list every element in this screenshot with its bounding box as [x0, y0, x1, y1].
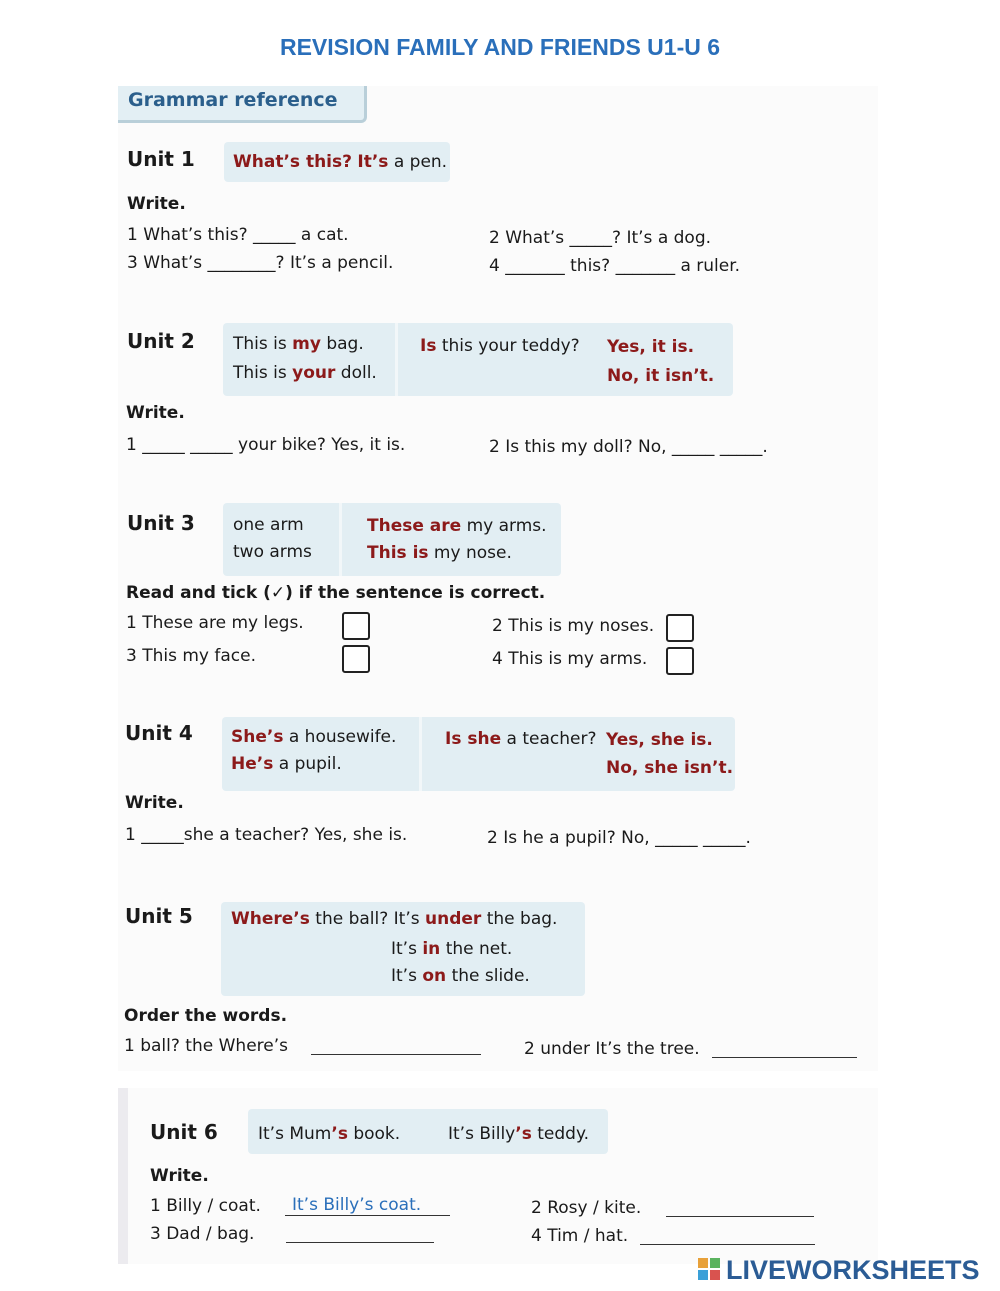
unit3-item-1: 1 These are my legs.: [126, 613, 304, 633]
unit4-item-1: 1 _____she a teacher? Yes, she is.: [125, 825, 408, 845]
unit1-item-1: 1 What’s this? _____ a cat.: [127, 225, 349, 245]
unit2-box-line1: [233, 334, 364, 354]
unit4-qb: a teacher?: [506, 729, 597, 749]
unit5-a2a: It’s: [391, 939, 417, 959]
unit2-item-2: 2 Is this my doll? No, _____ _____.: [489, 437, 768, 457]
unit1-box-answer: It’s: [357, 152, 389, 172]
unit2-label: Unit 2: [127, 329, 195, 353]
page-title: REVISION FAMILY AND FRIENDS U1-U 6: [279, 34, 721, 60]
unit2-q1: Is: [420, 336, 437, 356]
unit2-q2: this your teddy?: [441, 336, 580, 356]
unit5-item-2: 2 under It’s the tree.: [524, 1039, 700, 1059]
unit5-qb: the ball?: [315, 909, 389, 929]
unit1-item-3: 3 What’s ________? It’s a pencil.: [127, 253, 394, 273]
unit1-label: Unit 1: [127, 147, 195, 171]
unit3-r2b: my nose.: [433, 543, 512, 563]
unit2-box-divider: [395, 323, 398, 396]
unit5-a3b: on: [422, 966, 447, 986]
unit5-label: Unit 5: [125, 904, 193, 928]
unit6-b2: ’s: [515, 1124, 532, 1144]
unit5-box-line2: [391, 939, 512, 959]
unit4-label: Unit 4: [125, 721, 193, 745]
unit5-a1c: the bag.: [486, 909, 558, 929]
liveworksheets-logo-icon: [698, 1258, 722, 1282]
unit2-item-1: 1 _____ _____ your bike? Yes, it is.: [126, 435, 406, 455]
unit5-answer-line-2[interactable]: [712, 1057, 857, 1058]
unit6-instruction: Write.: [150, 1166, 209, 1186]
unit4-box-line1: [231, 727, 396, 747]
unit3-r2a: This is: [367, 543, 429, 563]
unit2-l2a: This is: [233, 363, 287, 383]
unit4-qa: Is she: [445, 729, 502, 749]
unit2-box-no: No, it isn’t.: [607, 366, 715, 386]
unit3-checkbox-1[interactable]: [342, 612, 370, 640]
unit2-l1b: my: [292, 334, 321, 354]
unit6-a1: It’s Mum: [258, 1124, 332, 1144]
unit5-item-1: 1 ball? the Where’s: [124, 1036, 288, 1056]
unit5-a3c: the slide.: [451, 966, 530, 986]
unit1-box-text: [233, 152, 447, 172]
unit2-l1a: This is: [233, 334, 287, 354]
unit3-box-divider: [339, 503, 342, 576]
unit2-box-yes: Yes, it is.: [607, 337, 695, 357]
unit5-a1a: It’s: [393, 909, 420, 929]
unit1-item-4: 4 _______ this? _______ a ruler.: [489, 256, 741, 276]
unit2-l1c: bag.: [326, 334, 364, 354]
unit5-a2c: the net.: [445, 939, 513, 959]
unit6-example-answer: It’s Billy’s coat.: [292, 1195, 422, 1215]
unit5-a1b: under: [425, 909, 482, 929]
unit3-label: Unit 3: [127, 511, 195, 535]
unit6-answer-line-4[interactable]: [640, 1244, 815, 1245]
unit3-item-3: 3 This my face.: [126, 646, 256, 666]
unit5-box-line3: [391, 966, 530, 986]
unit4-box-question: [445, 729, 597, 749]
unit4-l1b: a housewife.: [288, 727, 397, 747]
unit6-answer-line-3[interactable]: [286, 1242, 434, 1243]
liveworksheets-logo[interactable]: LIVEWORKSHEETS: [726, 1255, 980, 1285]
unit6-b1: It’s Billy: [448, 1124, 516, 1144]
unit2-box-question: [420, 336, 580, 356]
unit3-grammar-box: [223, 503, 561, 576]
unit4-box-line2: [231, 754, 342, 774]
unit5-a3a: It’s: [391, 966, 417, 986]
unit4-box-no: No, she isn’t.: [606, 758, 734, 778]
unit3-box-two-arms: two arms: [233, 542, 312, 562]
unit5-qa: Where’s: [231, 909, 310, 929]
unit6-item-1: 1 Billy / coat.: [150, 1196, 261, 1216]
unit2-l2b: your: [292, 363, 336, 383]
unit6-item-3: 3 Dad / bag.: [150, 1224, 255, 1244]
unit6-box-mum: [258, 1124, 400, 1144]
unit4-l2b: a pupil.: [278, 754, 342, 774]
unit6-b3: teddy.: [537, 1124, 589, 1144]
unit6-side-bar: [118, 1088, 128, 1264]
unit1-box-rest: a pen.: [393, 152, 448, 172]
unit5-answer-line-1[interactable]: [311, 1054, 481, 1055]
unit2-box-line2: [233, 363, 377, 383]
unit4-l2a: He’s: [231, 754, 274, 774]
unit6-label: Unit 6: [150, 1120, 218, 1144]
unit3-item-2: 2 This is my noses.: [492, 616, 655, 636]
unit3-checkbox-4[interactable]: [666, 647, 694, 675]
unit6-answer-line-2[interactable]: [666, 1216, 814, 1217]
unit3-box-one-arm: one arm: [233, 515, 304, 535]
unit4-box-divider: [419, 717, 422, 791]
unit6-item-2: 2 Rosy / kite.: [531, 1198, 642, 1218]
unit3-checkbox-3[interactable]: [342, 645, 370, 673]
unit4-instruction: Write.: [125, 793, 184, 813]
unit5-box-line1: [231, 909, 557, 929]
unit3-instruction: Read and tick (✓) if the sentence is correct.: [126, 583, 546, 603]
unit6-item-4: 4 Tim / hat.: [531, 1226, 629, 1246]
unit1-item-2: 2 What’s _____? It’s a dog.: [489, 228, 712, 248]
unit3-r1a: These are: [367, 516, 462, 536]
unit5-a2b: in: [422, 939, 441, 959]
unit6-a3: book.: [353, 1124, 401, 1144]
unit1-box-question: What’s this?: [233, 152, 352, 172]
unit3-r1b: my arms.: [466, 516, 547, 536]
grammar-reference-label: Grammar reference: [128, 89, 338, 111]
unit4-l1a: She’s: [231, 727, 284, 747]
unit3-box-line2: [367, 543, 512, 563]
unit1-instruction: Write.: [127, 194, 186, 214]
unit4-item-2: 2 Is he a pupil? No, _____ _____.: [487, 828, 751, 848]
unit3-box-line1: [367, 516, 547, 536]
unit6-a2: ’s: [331, 1124, 348, 1144]
unit2-instruction: Write.: [126, 403, 185, 423]
unit6-answer-line-1: [285, 1215, 450, 1216]
unit4-box-yes: Yes, she is.: [606, 730, 713, 750]
unit2-l2c: doll.: [340, 363, 377, 383]
unit3-checkbox-2[interactable]: [666, 614, 694, 642]
unit5-instruction: Order the words.: [124, 1006, 288, 1026]
unit3-item-4: 4 This is my arms.: [492, 649, 648, 669]
unit6-box-billy: [448, 1124, 589, 1144]
